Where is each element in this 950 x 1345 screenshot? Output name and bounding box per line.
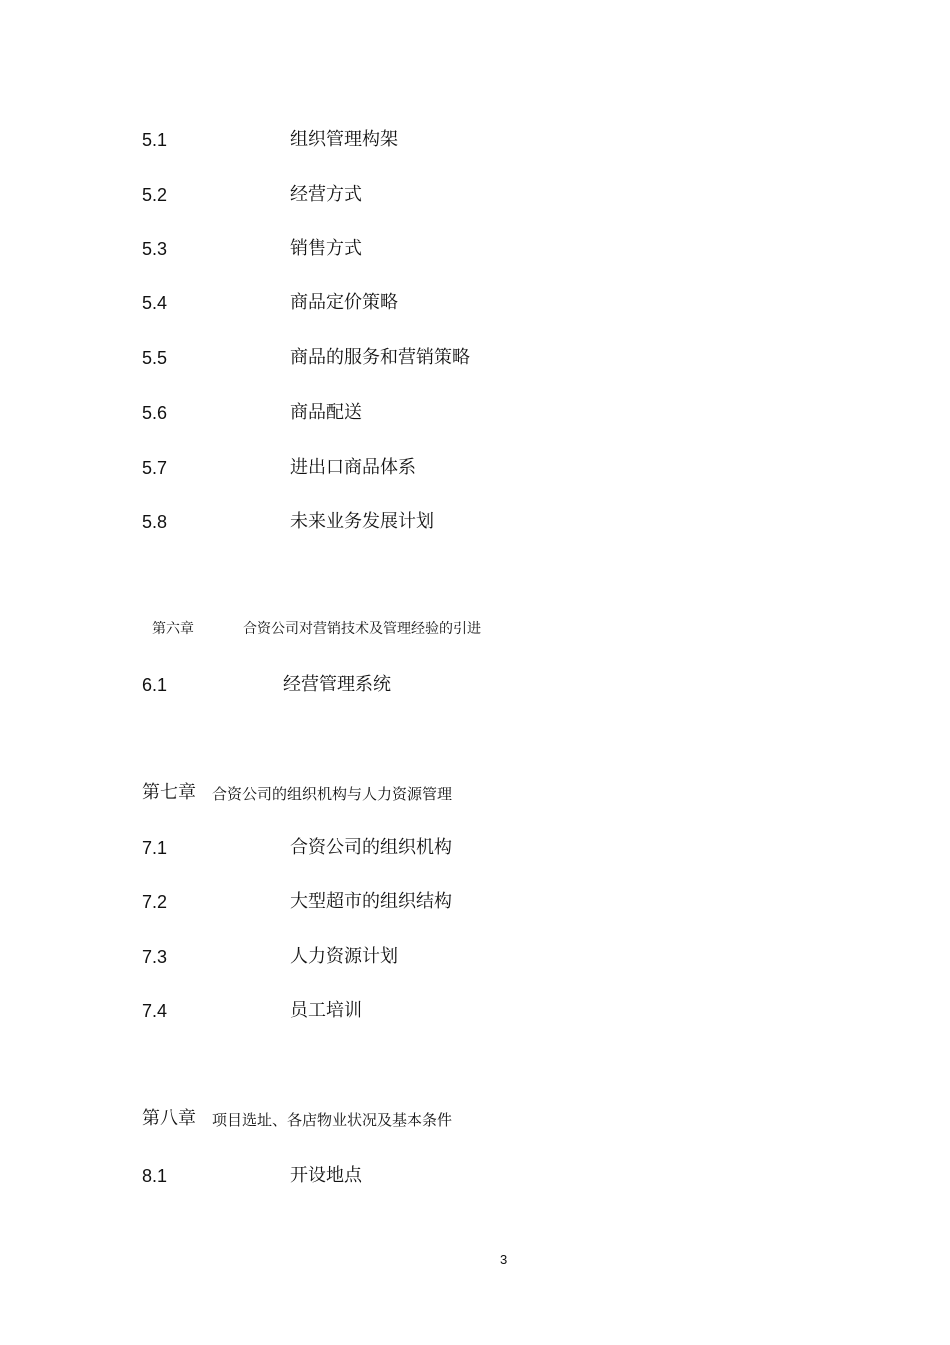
section-title: 进出口商品体系 <box>290 457 416 478</box>
section-title: 未来业务发展计划 <box>290 511 434 532</box>
section-number: 5.6 <box>142 403 168 423</box>
section-number: 5.2 <box>142 185 168 205</box>
section-number: 5.8 <box>142 512 168 532</box>
section-title: 开设地点 <box>290 1165 362 1186</box>
chapter-label: 第六章 <box>152 621 194 637</box>
section-number: 5.7 <box>142 458 168 478</box>
section-title: 商品定价策略 <box>290 292 398 313</box>
section-title: 合资公司的组织机构 <box>290 837 452 858</box>
section-number: 5.5 <box>142 348 168 368</box>
section-number: 7.2 <box>142 892 168 912</box>
section-title: 经营方式 <box>290 184 362 205</box>
section-number: 7.4 <box>142 1001 168 1021</box>
section-title: 员工培训 <box>290 1000 362 1021</box>
chapter-label: 第七章 <box>142 782 196 803</box>
chapter-label: 第八章 <box>142 1108 196 1129</box>
chapter-title: 合资公司对营销技术及管理经验的引进 <box>243 621 481 637</box>
section-number: 5.1 <box>142 130 168 150</box>
page-number: 3 <box>500 1252 508 1267</box>
section-title: 经营管理系统 <box>283 674 391 695</box>
section-title: 大型超市的组织结构 <box>290 891 452 912</box>
section-number: 6.1 <box>142 675 168 695</box>
section-title: 销售方式 <box>290 238 362 259</box>
section-number: 7.1 <box>142 838 168 858</box>
section-number: 5.4 <box>142 293 168 313</box>
chapter-title: 项目选址、各店物业状况及基本条件 <box>212 1111 453 1129</box>
section-number: 8.1 <box>142 1166 168 1186</box>
section-title: 商品的服务和营销策略 <box>290 347 470 368</box>
section-title: 商品配送 <box>290 402 362 423</box>
section-title: 组织管理构架 <box>290 129 398 150</box>
section-number: 7.3 <box>142 947 168 967</box>
chapter-title: 合资公司的组织机构与人力资源管理 <box>212 785 453 803</box>
section-title: 人力资源计划 <box>290 946 398 967</box>
section-number: 5.3 <box>142 239 168 259</box>
